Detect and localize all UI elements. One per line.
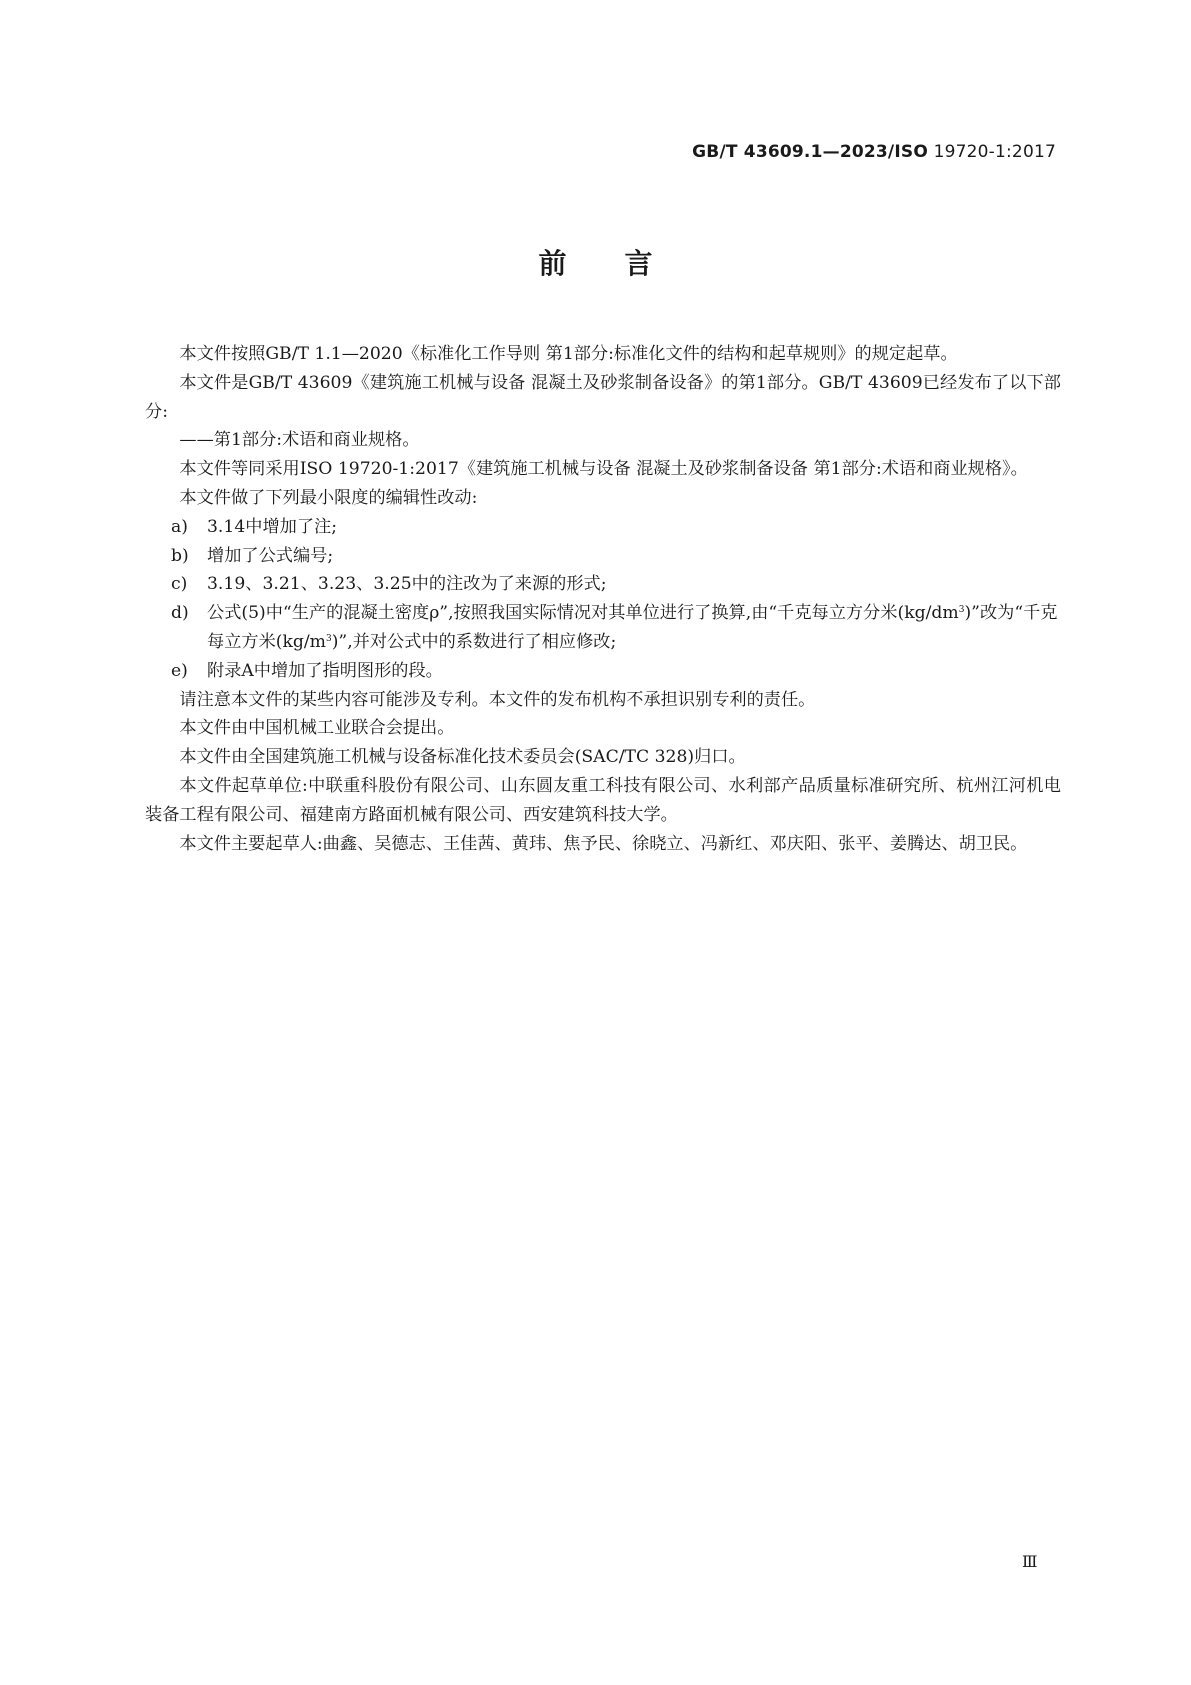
paragraph-drafters: 本文件主要起草人:曲鑫、吴德志、王佳茜、黄玮、焦予民、徐晓立、冯新红、邓庆阳、张平、姜腾达、胡卫民。 — [179, 833, 1028, 854]
paragraph-part-list: ——第1部分:术语和商业规格。 — [179, 430, 420, 451]
list-text: 公式(5)中“生产的混凝土密度ρ”,按照我国实际情况对其单位进行了换算,由“千克每立方分米(kg/dm — [207, 603, 959, 624]
standard-number-main: GB/T 43609.1—2023/ISO — [692, 142, 928, 162]
superscript: 3 — [958, 605, 965, 616]
list-item — [145, 542, 1061, 571]
paragraph-proposer: 本文件由中国机械工业联合会提出。 — [179, 718, 455, 739]
superscript: 3 — [325, 633, 332, 644]
standard-number-iso: 19720-1:2017 — [927, 142, 1056, 162]
paragraph-committee: 本文件由全国建筑施工机械与设备标准化技术委员会(SAC/TC 328)归口。 — [179, 747, 746, 768]
page-number: Ⅲ — [1022, 1552, 1037, 1571]
list-text: 增加了公式编号; — [207, 545, 334, 566]
list-item — [145, 657, 1061, 686]
paragraph-patent-notice: 请注意本文件的某些内容可能涉及专利。本文件的发布机构不承担识别专利的责任。 — [179, 689, 816, 710]
list-text: )”改为“千克每立方米(kg/m — [207, 603, 1058, 652]
list-text: )”,并对公式中的系数进行了相应修改; — [331, 631, 617, 652]
foreword-body — [145, 340, 1061, 858]
list-marker: e) — [171, 660, 188, 681]
list-marker: c) — [171, 574, 188, 595]
list-marker: b) — [171, 545, 189, 566]
paragraph-changes-intro: 本文件做了下列最小限度的编辑性改动: — [179, 487, 478, 508]
list-text: 3.19、3.21、3.23、3.25中的注改为了来源的形式; — [207, 574, 607, 595]
list-item — [145, 599, 1061, 657]
list-marker: d) — [171, 603, 189, 624]
paragraph-drafting-units: 本文件起草单位:中联重科股份有限公司、山东圆友重工科技有限公司、水利部产品质量标准研究所、杭州江河机电装备工程有限公司、福建南方路面机械有限公司、西安建筑科技大学。 — [145, 775, 1061, 825]
standard-number — [692, 142, 1056, 162]
list-item — [145, 513, 1061, 542]
page-title: 前言 — [538, 247, 711, 280]
list-text: 附录A中增加了指明图形的段。 — [207, 660, 443, 681]
list-marker: a) — [171, 516, 188, 537]
list-item — [145, 570, 1061, 599]
paragraph-series: 本文件是GB/T 43609《建筑施工机械与设备 混凝土及砂浆制备设备》的第1部分。GB/T 43609已经发布了以下部分: — [145, 372, 1061, 422]
list-text: 3.14中增加了注; — [207, 516, 337, 537]
paragraph-iso-adoption: 本文件等同采用ISO 19720-1:2017《建筑施工机械与设备 混凝土及砂浆制备设备 第1部分:术语和商业规格》。 — [179, 459, 1028, 480]
paragraph-drafting-rules: 本文件按照GB/T 1.1—2020《标准化工作导则 第1部分:标准化文件的结构和起草规则》的规定起草。 — [179, 344, 958, 364]
